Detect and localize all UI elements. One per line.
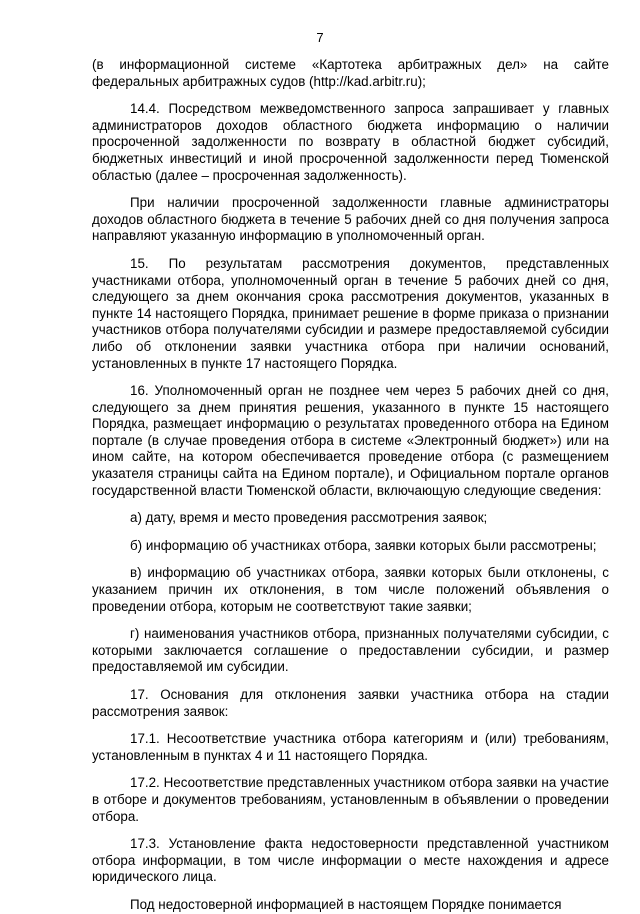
paragraph-kad-arbitr: (в информационной системе «Картотека арбитражных дел» на сайте федеральных арбитражных судов (http://kad.arbitr.ru); (92, 57, 609, 89)
paragraph-17-3: 17.3. Установление факта недостоверности представленной участником отбора информации, в том числе информации о месте нахождения и адресе юридического лица. (92, 836, 609, 885)
paragraph-17-1: 17.1. Несоответствие участника отбора категориям и (или) требованиям, установленным в пунктах 4 и 11 настоящего Порядка. (92, 731, 609, 763)
paragraph-16-a: а) дату, время и место проведения рассмотрения заявок; (130, 510, 488, 526)
paragraph-17: 17. Основания для отклонения заявки участника отбора на стадии рассмотрения заявок: (92, 687, 609, 719)
paragraph-16-g: г) наименования участников отбора, признанных получателями субсидии, с которыми заключается соглашение о предоставлении субсидии, и размер предоставляемой им субсидии. (92, 626, 609, 675)
document-body (92, 57, 609, 914)
paragraph-overdue-debt: При наличии просроченной задолженности главные администраторы доходов областного бюджета в течение 5 рабочих дней со дня получения запроса направляют указанную информацию в уполномоченный орган. (92, 195, 609, 244)
page-number: 7 (316, 30, 324, 45)
paragraph-17-2: 17.2. Несоответствие представленных участником отбора заявки на участие в отборе и документов требованиям, установленным в объявлении о проведении отбора. (92, 775, 609, 824)
paragraph-15: 15. По результатам рассмотрения документов, представленных участниками отбора, уполномоченный орган в течение 5 рабочих дней со дня, следующего за днем окончания срока рассмотрения документов, указанных в пункте 14 настоящего Порядка, принимает решение в форме приказа о признании участников отбора получателями субсидии и размере предоставляемой субсидии либо об отклонении заявки участника отбора при наличии оснований, установленных в пункте 17 настоящего Порядка. (92, 255, 609, 371)
paragraph-16-b: б) информацию об участниках отбора, заявки которых были рассмотрены; (130, 537, 597, 553)
paragraph-false-info: Под недостоверной информацией в настоящем Порядке понимается (130, 896, 562, 912)
paragraph-16-v: в) информацию об участниках отбора, заявки которых были отклонены, с указанием причин их отклонения, в том числе положений объявления о проведении отбора, которым не соответствуют такие заявки; (92, 565, 609, 614)
paragraph-16: 16. Уполномоченный орган не позднее чем через 5 рабочих дней со дня, следующего за днем принятия решения, указанного в пункте 15 настоящего Порядка, размещает информацию о результатах проведенного отбора на Едином портале (в случае проведения отбора в системе «Электронный бюджет») или на ином сайте, на котором обеспечивается проведение отбора (с размещением указателя страницы сайта на Едином портале), и Официальном портале органов государственной власти Тюменской области, включающую следующие сведения: (92, 383, 609, 498)
paragraph-14-4: 14.4. Посредством межведомственного запроса запрашивает у главных администраторов доходов областного бюджета информацию о наличии просроченной задолженности по возврату в областной бюджет субсидий, бюджетных инвестиций и иной просроченной задолженности перед Тюменской областью (далее – просроченная задолженность). (92, 101, 609, 183)
